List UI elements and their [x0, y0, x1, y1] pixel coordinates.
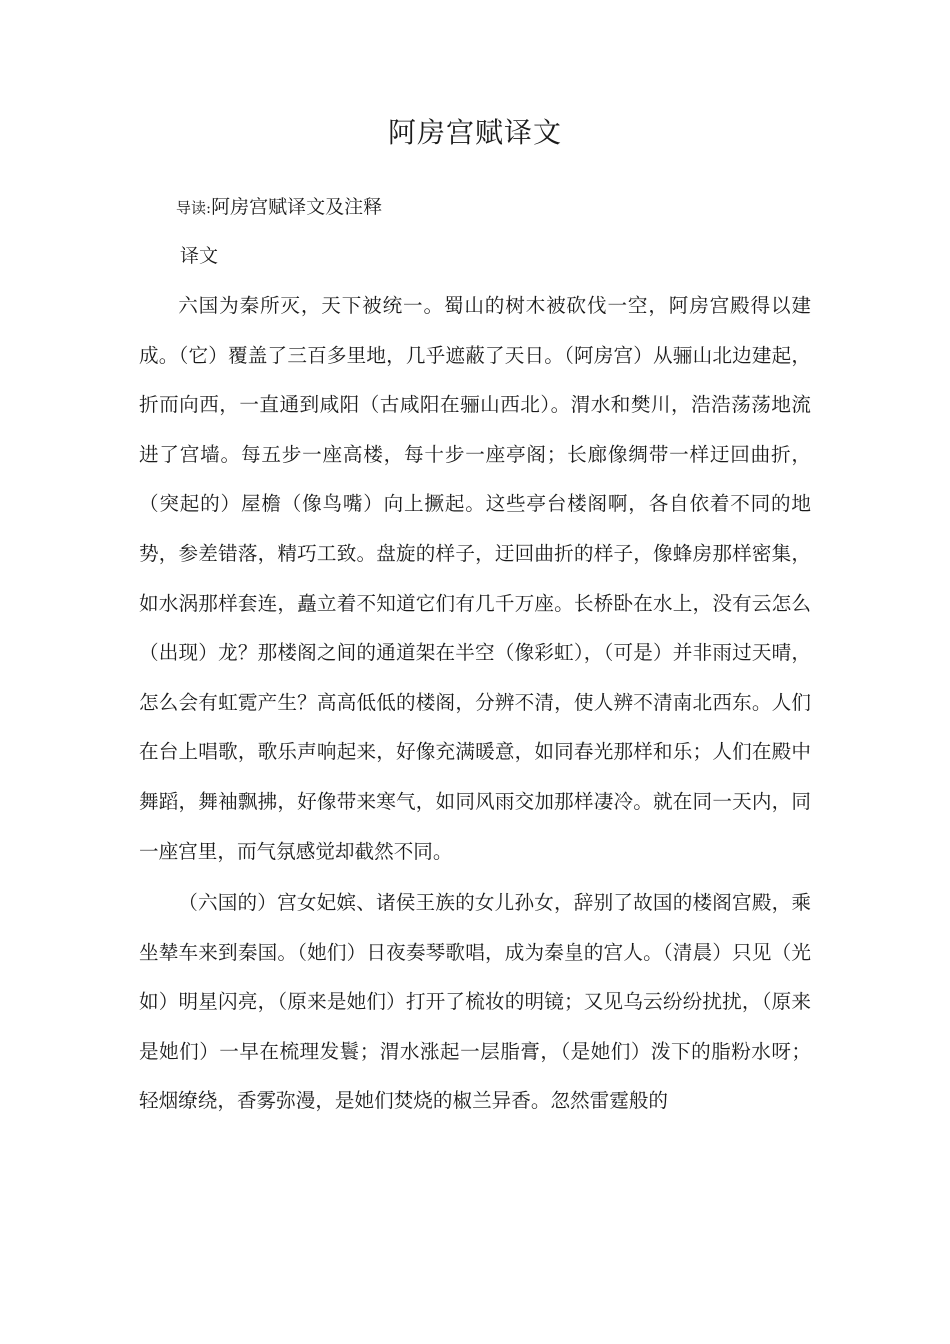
document-title: 阿房宫赋译文 [387, 116, 562, 149]
guide-label: 导读: [176, 199, 212, 217]
paragraph-1: 六国为秦所灭，天下被统一。蜀山的树木被砍伐一空，阿房宫殿得以建成。（它）覆盖了三百多里地，几乎遮蔽了天日。（阿房宫）从骊山北边建起，折而向西，一直通到咸阳（古咸阳在骊山西北）。渭水和樊川，浩浩荡荡地流进了宫墙。每五步一座高楼，每十步一座亭阁；长廊像绸带一样迂回曲折，（突起的）屋檐（像鸟嘴）向上撅起。这些亭台楼阁啊，各自依着不同的地势，参差错落，精巧工致。盘旋的样子，迂回曲折的样子，像蜂房那样密集，如水涡那样套连，矗立着不知道它们有几千万座。长桥卧在水上，没有云怎么（出现）龙？那楼阁之间的通道架在半空（像彩虹），（可是）并非雨过天晴，怎么会有虹霓产生？高高低低的楼阁，分辨不清，使人辨不清南北西东。人们在台上唱歌，歌乐声响起来，好像充满暖意，如同春光那样和乐；人们在殿中舞蹈，舞袖飘拂，好像带来寒气，如同风雨交加那样凄冷。就在同一天内，同一座宫里，而气氛感觉却截然不同。 [139, 294, 811, 863]
guide-text: 阿房宫赋译文及注释 [211, 196, 383, 218]
guide-line [176, 193, 382, 222]
paragraph-2: （六国的）宫女妃嫔、诸侯王族的女儿孙女，辞别了故国的楼阁宫殿，乘坐辇车来到秦国。（她们）日夜奏琴歌唱，成为秦皇的宫人。（清晨）只见（光如）明星闪亮，（原来是她们）打开了梳妆的明镜；又见乌云纷纷扰扰，（原来是她们）一早在梳理发鬟；渭水涨起一层脂膏，（是她们）泼下的脂粉水呀；轻烟缭绕，香雾弥漫，是她们焚烧的椒兰异香。忽然雷霆般的 [139, 891, 811, 1113]
section-heading: 译文 [180, 245, 219, 267]
